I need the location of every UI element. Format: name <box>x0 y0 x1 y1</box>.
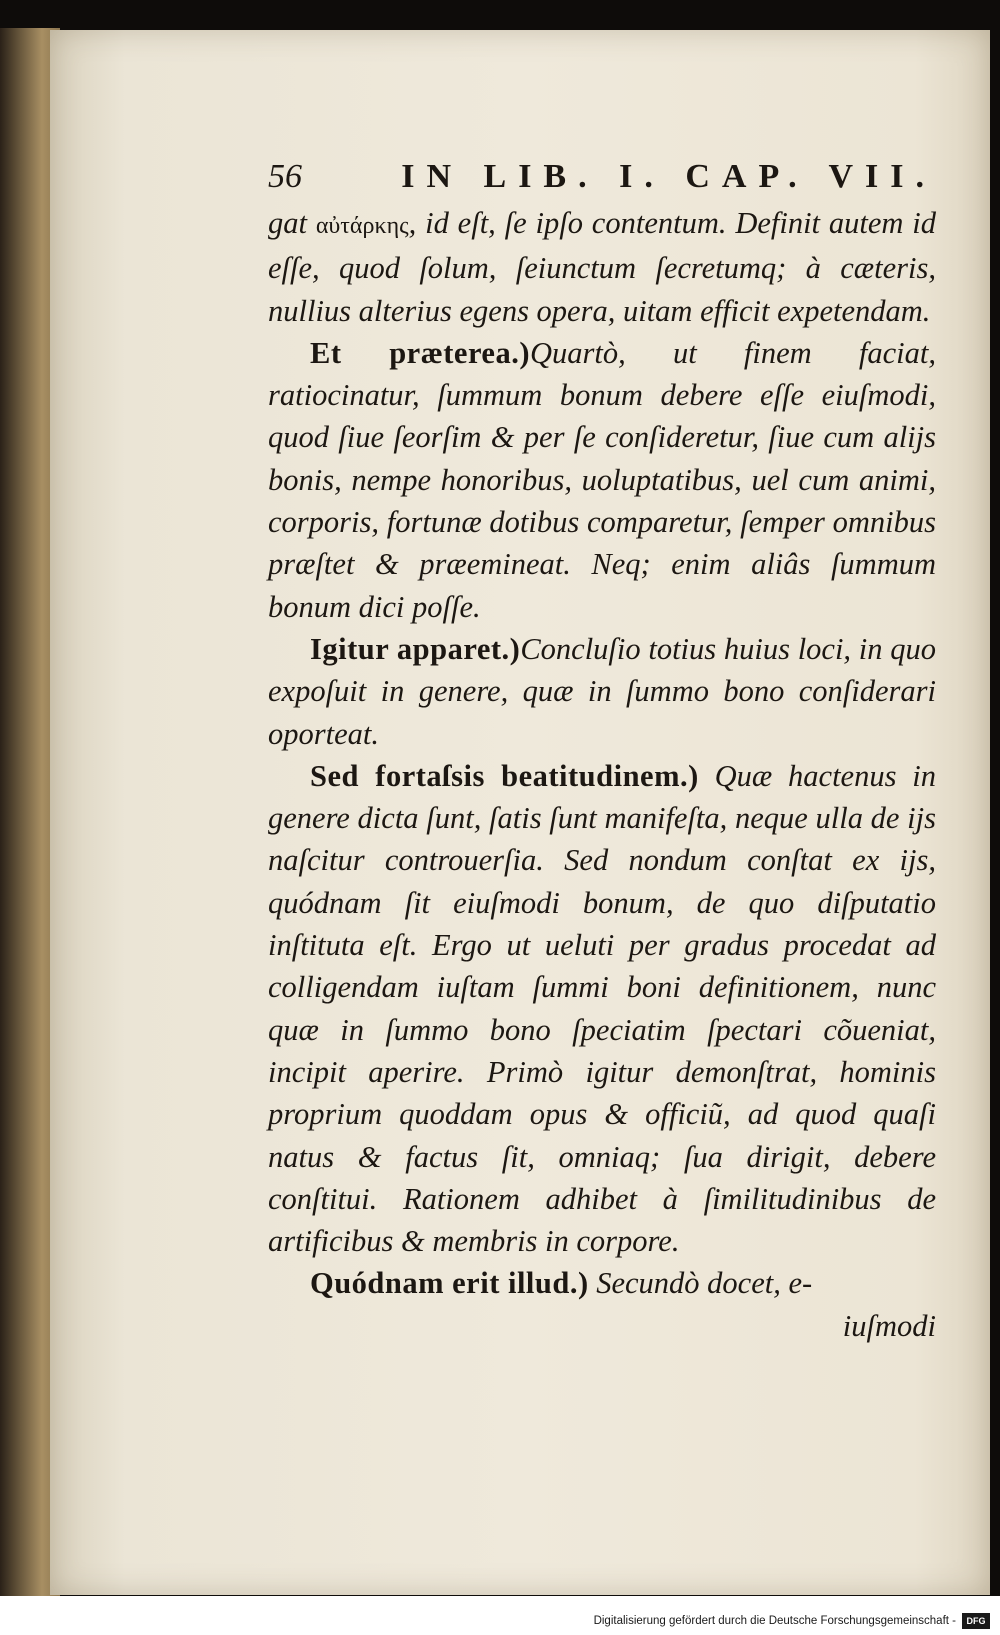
text-block <box>268 158 936 1347</box>
paragraph-text-prefix: gat <box>268 206 316 240</box>
greek-term: αὐτάρκης <box>315 213 409 239</box>
paragraph-1 <box>268 202 936 332</box>
paragraph-2 <box>268 332 936 628</box>
footer-credit: Digitalisierung gefördert durch die Deutsche Forschungsgemeinschaft - <box>593 1615 956 1627</box>
page-number: 56 <box>268 158 302 195</box>
paragraph-text: Secundò docet, e- <box>596 1266 813 1301</box>
catchword: iuſmodi <box>842 1308 936 1343</box>
paragraph-4 <box>268 755 936 1263</box>
running-header <box>268 158 936 202</box>
paragraph-text: , id eſt, ſe ipſo contentum. Definit autem id eſſe, quod ſolum, ſeiunctum ſecretumq; à cæteris, nullius alterius egens opera, uitam efficit expetendam. <box>268 206 936 328</box>
lemma: Sed fortaſsis beatitudinem.) <box>310 758 699 793</box>
lemma: Igitur apparet.) <box>310 631 521 666</box>
paragraph-text: Concluſio totius huius loci, in quo expoſuit in genere, quæ in ſummo bono conſiderari oporteat. <box>268 631 936 751</box>
paragraph-text: Quartò, ut finem faciat, ratiocinatur, ſummum bonum debere eſſe eiuſmodi, quod ſiue ſeorſim & per ſe conſideretur, ſiue cum alijs bonis, nempe honoribus, uoluptatibus, uel cum animi, corporis, fortunæ dotibus comparetur, ſemper omnibus præſtet & præemineat. Neq; enim aliâs ſummum bonum dici poſſe. <box>268 335 936 624</box>
running-title: IN LIB. I. CAP. VII. <box>401 158 936 195</box>
paragraph-5 <box>268 1262 936 1304</box>
footer-bar <box>0 1596 1000 1635</box>
paragraph-3 <box>268 628 936 755</box>
dfg-logo-icon: DFG <box>962 1613 990 1629</box>
paragraph-text: Quæ hactenus in genere dicta ſunt, ſatis ſunt manifeſta, neque ulla de ijs naſcitur controuerſia. Sed nondum conſtat ex ijs, quódnam ſit eiuſmodi bonum, de quo diſputatio inſtituta eſt. Ergo ut ueluti per gradus procedat ad colligendam iuſtam ſummi boni definitionem, nunc quæ in ſummo bono ſpeciatim ſpectari cõueniat, incipit aperire. Primò igitur demonſtrat, hominis proprium quoddam opus & officiũ, ad quod quaſi natus & factus ſit, omniaq; ſua dirigit, debere conſtitui. Rationem adhibet à ſimilitudinibus de artificibus & membris in corpore. <box>268 758 937 1259</box>
lemma: Quódnam erit illud.) <box>310 1266 589 1301</box>
lemma: Et præterea.) <box>310 335 530 370</box>
